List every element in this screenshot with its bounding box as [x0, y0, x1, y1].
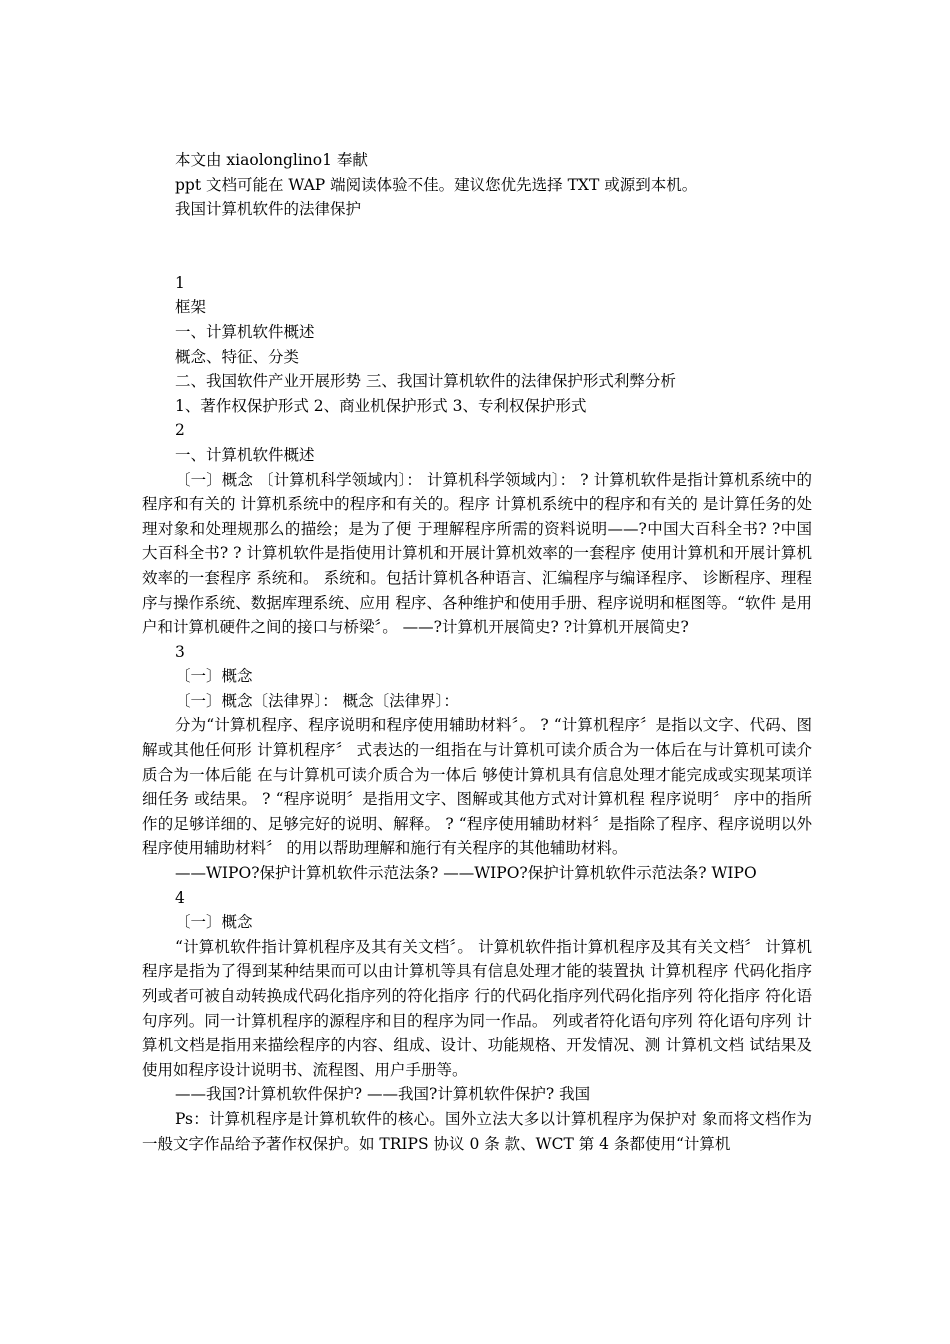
document-title: 我国计算机软件的法律保护	[175, 200, 362, 219]
body-paragraph: “计算机软件指计算机程序及其有关文档〞。 计算机软件指计算机程序及其有关文档〞 计算机程序是指为了得到某种结果而可以由计算机等具有信息处理才能的装置执 计算机程序 代码化指序列或者可被自动转换成代码化指序列的符化指序 行的代码化指序列代码化指序列 符化指序 符化语句序列。同一计算机程序的源程序和目的程序为同一作品。 列或者符化语句序列 符化语句序列 计算机文档是指用来描绘程序的内容、组成、设计、功能规格、开发情况、测 计算机文档 试结果及使用如程序设计说明书、流程图、用户手册等。	[142, 937, 812, 1079]
slide-subheading: 〔一〕概念〔法律界〕： 概念〔法律界〕：	[175, 691, 459, 710]
source-citation: ——我国?计算机软件保护? ——我国?计算机软件保护? 我国	[175, 1085, 591, 1104]
slide-heading: 〔一〕概念	[175, 913, 253, 932]
spacer	[142, 222, 812, 271]
slide-number: 3	[175, 642, 185, 661]
body-paragraph: Ps：计算机程序是计算机软件的核心。国外立法大多以计算机程序为保护对 象而将文档作为一般文字作品给予著作权保护。如 TRIPS 协议 0 条 款、WCT 第 4 条都使用“计算机	[142, 1109, 812, 1153]
source-citation: ——WIPO?保护计算机软件示范法条? ——WIPO?保护计算机软件示范法条? WIPO	[175, 864, 757, 883]
outline-item: 一、计算机软件概述	[175, 322, 315, 341]
slide-heading: 〔一〕概念	[175, 667, 253, 686]
document-body	[142, 148, 812, 1156]
slide-number: 4	[175, 888, 185, 907]
slide-heading: 一、计算机软件概述	[175, 445, 315, 464]
outline-item: 概念、特征、分类	[175, 347, 300, 366]
outline-item: 1、著作权保护形式 2、商业机保护形式 3、专利权保护形式	[175, 396, 587, 415]
contributor-line: 本文由 xiaolonglino1 奉献	[175, 151, 368, 169]
slide-heading: 框架	[175, 298, 207, 317]
slide-number: 2	[175, 421, 185, 440]
body-paragraph: 分为“计算机程序、程序说明和程序使用辅助材料〞。 ? “计算机程序〞是指以文字、代码、图解或其他任何形 计算机程序〞 式表达的一组指在与计算机可读介质合为一体后在与计算机可读介质合为一体后能 在与计算机可读介质合为一体后 够使计算机具有信息处理才能完成或实现某项详细任务 或结果。 ? “程序说明〞是指用文字、图解或其他方式对计算机程 程序说明〞 序中的指所作的足够详细的、足够完好的说明、解释。 ? “程序使用辅助材料〞是指除了程序、程序说明以外 程序使用辅助材料〞 的用以帮助理解和施行有关程序的其他辅助材料。	[142, 716, 812, 858]
slide-number: 1	[175, 273, 185, 292]
body-paragraph: 〔一〕概念 〔计算机科学领域内〕： 计算机科学领域内〕： ? 计算机软件是指计算机系统中的程序和有关的 计算机系统中的程序和有关的。程序 计算机系统中的程序和有关的 是计算任务的处理对象和处理规那么的描绘；是为了便 于理解程序所需的资料说明——?中国大百科全书? ?中国大百科全书? ? 计算机软件是指使用计算机和开展计算机效率的一套程序 使用计算机和开展计算机效率的一套程序 系统和。 系统和。包括计算机各种语言、汇编程序与编译程序、 诊断程序、理程序与操作系统、数据库理系统、应用 程序、各种维护和使用手册、程序说明和框图等。“软件 是用户和计算机硬件之间的接口与桥梁〞。 ——?计算机开展简史? ?计算机开展简史?	[142, 470, 813, 637]
outline-item: 二、我国软件产业开展形势 三、我国计算机软件的法律保护形式利弊分析	[175, 372, 676, 391]
reading-notice: ppt 文档可能在 WAP 端阅读体验不佳。建议您优先选择 TXT 或源到本机。	[175, 175, 698, 194]
